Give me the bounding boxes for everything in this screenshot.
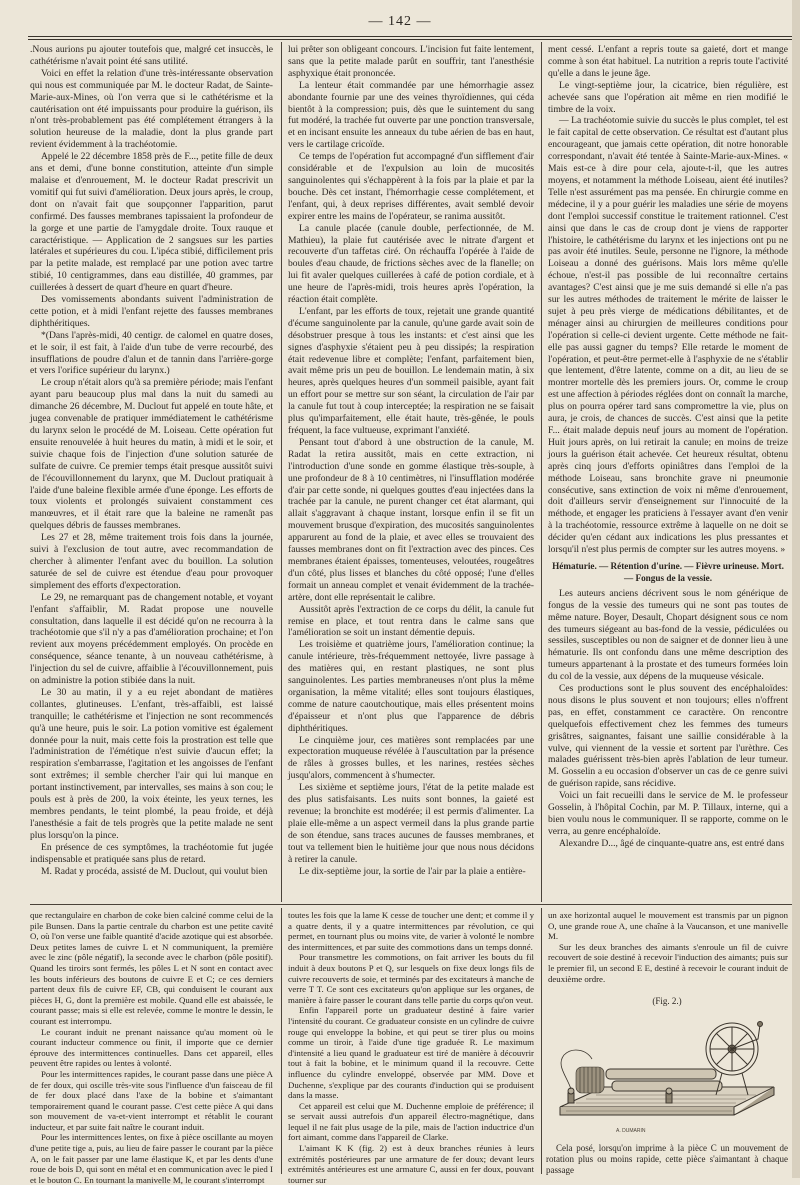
paragraph: un axe horizontal auquel le mouvement est transmis par un pignon O, une grande roue A, une chaîne à la Vaucanson, et une manivelle M. [548, 910, 788, 942]
paragraph: — La trachéotomie suivie du succès le plus complet, tel est le fait capital de cette observation. Ce résultat est d'autant plus encourageant, que jamais cette opération, dit notre honorable correspondant, n'avait été tentée à Sainte-Marie-aux-Mines. « Mais est-ce à dire pour cela, ajoute-t-il, que les autres moyens, et notamment la méthode Loiseau, aient été inutiles? Telle n'est assurément pas ma pensée. En chirurgie comme en médecine, il y a pour guérir les maladies une série de moyens dont l'emploi successif constitue le traitement rationnel. C'est ainsi que dans le cas de croup dont je viens de rapporter l'histoire, le cathétérisme du larynx et les injections ont pu ne pas avoir été inutiles. Seule, personne ne l'ignore, la méthode Loiseau a donné des guérisons. Mais lors même qu'elle échoue, n'est-il pas possible de lui reconnaître certains avantages? C'est ainsi que je me suis demandé si elle n'a pas sur les autres méthodes de traitement le mérite de laisser le sujet à peu près vierge de médications débilitantes, et de ménager ainsi au chirurgien de meilleures conditions pour l'opération si celle-ci devient urgente. Cette méthode ne fait-elle pas aussi gagner du temps? Elle retarde le moment de l'opération, et peut-être permet-elle à l'asphyxie de ne s'établir que lentement, d'être latente, comme on a dit, au lieu de se montrer mortelle dès les premiers jours. Or, comme le croup est une affection à périodes réglées dont on connaît la marche, plus on pourra opérer tard sans compromettre la vie, plus on aura, je crois, de chances de succès. C'est ainsi que la petite F... était malade depuis neuf jours au moment de l'opération. Huit jours après, on lui retirait la canule; en moins de treize jours la guérison était achevée. Cet heureux résultat, obtenu après cinq jours d'efforts opiniâtres dans l'emploi de la méthode Loiseau, sans bronchite grave ni pneumonie consécutive, sans extinction de voix ni même d'enrouement, doit d'ailleurs servir d'enseignement sur l'innocuité de la méthode, et engager les praticiens à l'essayer avant d'en venir à la trachéotomie, ressource extrême à laquelle on ne doit se décider qu'en cédant aux indications les plus pressantes et lorsqu'il n'est plus permis de compter sur les autres moyens. » [548, 115, 788, 556]
paragraph: Le vingt-septième jour, la cicatrice, bien régulière, est achevée sans que l'opération ait même en rien modifié le timbre de la voix. [548, 79, 788, 115]
paragraph: M. Radat y procéda, assisté de M. Duclout, qui voulut bien [41, 865, 268, 877]
paragraph: Ces productions sont le plus souvent des encéphaloïdes: nous disons le plus souvent et non toujours; elles n'offrent pas, en effet, constamment ce caractère. On rencontre quelquefois effectivement chez les femmes des tumeurs grisâtres, saignantes, faisant une saillie considérable à la vulve, qui viennent de la vessie et sortent par l'urèthre. Ces malades guérissent très-bien après l'ablation de leur tumeur. M. Gosselin a eu occasion d'observer un cas de ce genre suivi de guérison rapide, sans récidive. [548, 683, 788, 790]
paragraph: L'aimant K K (fig. 2) est à deux branches réunies à leurs extrémités postérieures par une armature de fer doux; devant leurs extrémités antérieures est une armature C, aussi en fer doux, pouvant tourner sur [288, 1143, 534, 1185]
paragraph: Le cinquième jour, ces matières sont remplacées par une expectoration muqueuse révélée à l'auscultation par la présence de râles à grosses bulles, et les narines, restées sèches jusqu'alors, commencent à s'humecter. [288, 734, 534, 782]
electro-magnetic-apparatus-illustration [546, 1015, 788, 1137]
paragraph: La lenteur était commandée par une hémorrhagie assez abondante fournie par une des veines thyroïdiennes, qui céda bientôt à la compression; puis, dès que le suintement du sang fut modéré, la trachée fut ouverte par une ponction transversale, et en incisant ensuite les anneaux du tube aérien de bas en haut, vers le cartilage cricoïde. [288, 79, 534, 151]
header-rule-double [28, 39, 794, 40]
paragraph: Cet appareil est celui que M. Duchenne emploie de préférence; il se servait aussi autrefois d'un appareil électro-magnétique, dans lequel il ne fait plus usage de la pile, mais de l'action inductrice d'un fort aimant, comme dans l'appareil de Clarke. [288, 1100, 534, 1143]
column-upper-right [548, 44, 788, 900]
column-upper-left [30, 44, 273, 900]
paragraph: Aussitôt après l'extraction de ce corps du délit, la canule fut remise en place, et tout rentra dans le calme sans que l'amélioration se soit un instant démentie depuis. [288, 603, 534, 639]
paragraph: Pensant tout d'abord à une obstruction de la canule, M. Radat la retira aussitôt, mais en cette extraction, ni l'introduction d'une sonde en gomme élastique très-souple, à une profondeur de 8 à 10 centimètres, ni l'insufflation modérée d'air par cette sonde, ni quelques gouttes d'eau injectées dans la trachée par la canule, ne purent changer cet état alarmant, qui allait s'aggravant à chaque instant, lorsque enfin il se fit un mouvement brusque d'expiration, des mucosités sanguinolentes apparurent au fond de la plaie, et avec elles se trouvaient des fausses membranes dont on fit l'extraction avec des pinces. Ces membranes étaient épaisses, tomenteuses, veloutées, rougeâtres d'un côté, plus lisses et blanches du côté opposé; l'une d'elles formait un anneau complet et venait évidemment de la trachée-artère, dont elle représentait le calibre. [288, 436, 534, 603]
paragraph: .Nous aurions pu ajouter toutefois que, malgré cet insuccès, le cathétérisme n'avait point été sans utilité. [30, 44, 273, 67]
paragraph: Voici un fait recueilli dans le service de M. le professeur Gosselin, à l'hôpital Cochin, par M. P. Tillaux, interne, qui a bien voulu nous le communiquer. Il se rapporte, comme on le verra, au genre encéphaloïde. [548, 790, 788, 837]
paragraph: ment cessé. L'enfant a repris toute sa gaieté, dort et mange comme à son état habituel. La nutrition a repris toute l'activité qu'elle a dans le jeune âge. [548, 44, 788, 79]
column-lower-left [30, 910, 273, 1185]
paragraph: toutes les fois que la lame K cesse de toucher une dent; et comme il y a quatre dents, il y a quatre intermittences par révolution, ce qui permet, en tournant plus ou moins vite, de varier à volonté le nombre des intermittences, et par suite des commotions dans un temps donné. [288, 910, 534, 952]
paragraph: Enfin l'appareil porte un graduateur destiné à faire varier l'intensité du courant. Ce graduateur consiste en un cylindre de cuivre rouge qui enveloppe la bobine, et qui peut se tirer plus ou moins comme un tiroir, à l'aide d'une tige graduée R. Le maximum d'intensité a lieu quand le graduateur est tiré de manière à découvrir tout à fait la bobine, et le minimum quand il la recouvre. Cette influence du cylindre enveloppé, observée par MM. Dove et Duchenne, s'explique par des courants d'induction qui se produisent dans la masse. [288, 1005, 534, 1101]
column-lower-middle [288, 910, 534, 1185]
paragraph: Voici en effet la relation d'une très-intéressante observation qui nous est communiquée par M. le docteur Radat, de Sainte-Marie-aux-Mines, où l'on verra que si le cathétérisme et la cautérisation ont été impuissants pour produire la guérison, ils n'ont très-probablement pas été complétement étrangers à la solution heureuse de la maladie, dont la plus grande part revient évidemment à la trachéotomie. [30, 67, 273, 151]
paragraph: Le 29, ne remarquant pas de changement notable, et voyant l'enfant s'affaiblir, M. Radat propose une nouvelle consultation, dans laquelle il est décidé qu'on ne recourra à la trachéotomie que s'il n'y a pas d'amélioration prochaine; et l'on revient aux moyens précédemment employés. On procède en conséquence, séance tenante, à un nouveau cathétérisme, à l'injection du sel de cuivre, affaiblie à l'écouvillonnement, puis on administre la potion stibiée dans la nuit. [30, 591, 273, 687]
column-divider [281, 908, 282, 1174]
paragraph: Le 30 au matin, il y a eu rejet abondant de matières collantes, glutineuses. L'enfant, très-affaibli, est laissé tranquille; le cathétérisme et l'injection ne sont recommencés qu'à une heure, puis le soir. La potion vomitive est également donnée pour la nuit, mais cette fois la prostration est telle que l'administration de l'émétique n'est suivie d'aucun effet; la respiration s'embarrasse, l'agitation et les angoisses de l'enfant sont extrêmes; il semble chercher l'air qui lui manque en portant instinctivement, par intervalles, ses mains à son cou; le pouls est à près de 200, la voix éteinte, les yeux ternes, les membres pendants, le teint plombé, la peau froide, et déjà l'anesthésie a fait de tels progrès que la petite malade ne sent plus lorsqu'on la pince. [30, 686, 273, 841]
paragraph: Les auteurs anciens décrivent sous le nom générique de fongus de la vessie des tumeurs qui ne sont pas toutes de même nature. Boyer, Desault, Chopart désignent sous ce nom des tumeurs siégeant au bas-fond de la vessie, pédiculées ou sessiles, susceptibles ou non de saigner et de donner lieu à une hématurie. Ils ont confondu dans une même description des tumeurs appartenant à la prostate et des tumeurs formées loin du col de la vessie, aux dépens de la muqueuse vésicale. [548, 587, 788, 683]
paragraph: Des vomissements abondants suivent l'administration de cette potion, et à midi l'enfant rejette des fausses membranes diphthéritiques. [30, 294, 273, 329]
paragraph: Alexandre D..., âgé de cinquante-quatre ans, est entré dans [559, 837, 785, 849]
header-rule [28, 36, 794, 37]
column-divider [281, 42, 282, 902]
column-lower-right [548, 910, 788, 994]
column-upper-middle [288, 44, 534, 900]
paragraph: lui prêter son obligeant concours. L'incision fut faite lentement, sans que la petite malade parût en souffrir, tant l'anesthésie asphyxique était prononcée. [288, 44, 534, 79]
page-number: — 142 — [368, 14, 432, 29]
column-divider [541, 42, 542, 902]
paragraph: Pour transmettre les commotions, on fait arriver les bouts du fil induit à deux boutons P et Q, sur lesquels on fixe deux longs fils de cuivre recouverts de soie, et terminés par des excitateurs à manche de verre T T. Ce sont ces excitateurs qu'on applique sur les organes, de manière à faire passer le courant dans telle partie du corps qu'on veut. [288, 952, 534, 1005]
figure-credit: A. DUMARIN [616, 1128, 646, 1134]
paragraph: Sur les deux branches des aimants s'enroule un fil de cuivre recouvert de soie destiné à recevoir l'induction des aimants; puis sur le premier fil, un second E E, destiné à recevoir le courant induit de deuxième ordre. [548, 941, 788, 984]
paragraph: Les sixième et septième jours, l'état de la petite malade est des plus satisfaisants. Les nuits sont bonnes, la gaieté est revenue; la bronchite est modérée; il est permis d'alimenter. La plaie elle-même a un aspect vermeil dans la plus grande partie de son étendue, sans traces aucunes de fausses membranes, et tout va tellement bien le huitième jour que nous nous décidons à retirer la canule. [288, 782, 534, 865]
paragraph: En présence de ces symptômes, la trachéotomie fut jugée indispensable et pratiquée sans plus de retard. [30, 841, 273, 865]
paragraph: Ce temps de l'opération fut accompagné d'un sifflement d'air considérable et de l'expulsion au loin de mucosités sanguinolentes qui s'échappèrent à la fois par la plaie et par la bouche. Dès cet instant, l'hémorrhagie cesse complétement, et l'enfant, qui, à deux reprises différentes, avait semblé devoir expirer entre les mains de l'opérateur, se ranima aussitôt. [288, 151, 534, 222]
paragraph: Le courant induit ne prenant naissance qu'au moment où le courant inducteur commence ou finit, il importe que ce dernier éprouve des intermittences continuelles. Dans cet appareil, elles peuvent être rapides ou lentes à volonté. [30, 1026, 273, 1069]
page-edge [792, 0, 800, 1178]
paragraph: Pour les intermittences rapides, le courant passe dans une pièce A de fer doux, qui oscille très-vite sous l'influence d'un faisceau de fil de fer doux placé dans l'axe de la bobine et s'aimantant temporairement quand le courant passe. C'est cette pièce A qui dans son mouvement de va-et-vient interrompt et rétablit le courant inducteur, et par suite fait naître le courant induit. [30, 1068, 273, 1132]
figure-label: (Fig. 2.) [652, 996, 682, 1006]
paragraph: que rectangulaire en charbon de coke bien calciné comme celui de la pile Bunsen. Dans la partie centrale du charbon est une petite cavité O, où l'on verse une faible quantité d'acide azotique qui est absorbée. Deux petites lames de cuivre L et N communiquent, la première avec le zinc (pôle négatif), la seconde avec le charbon (pôle positif). Quand les tiroirs sont fermés, les pôles L et N sont en contact avec les bouts inférieurs des boutons de cuivre E et C; ce ces derniers partent deux fils de cuivre EF, CB, qui conduisent le courant aux pièces H, G, dont la première est mobile. Quand elle est abaissée, le courant passe; mais si elle est relevée, comme le montre le dessin, le courant est interrompu. [30, 910, 273, 1026]
section-heading: Hématurie. — Rétention d'urine. — Fièvre urineuse. Mort. — Fongus de la vessie. [552, 560, 784, 583]
paragraph: Le dix-septième jour, la sortie de l'air par la plaie a entière- [299, 865, 526, 877]
paragraph: L'enfant, par les efforts de toux, rejetait une grande quantité d'écume sanguinolente par la canule, qu'une garde avait soin de désobstruer presque à tous les instants: et c'est ainsi que les signes d'asphyxie s'étaient peu à peu dissipés; la respiration était redevenue libre et complète; l'enfant, parfaitement bien, avait même pris un peu de bouillon. Le lendemain matin, à six heures, après quelques heures d'un sommeil paisible, ayant fait un effort pour se mettre sur son séant, la circulation de l'air par la canule fut tout à coup interceptée; la respiration ne se faisait plus qu'imparfaitement, elle était haute, très-gênée, le pouls fréquent, la face vultueuse, exprimant l'anxiété. [288, 305, 534, 436]
section-rule [30, 904, 792, 905]
paragraph: *(Dans l'après-midi, 40 centigr. de calomel en quatre doses, et le soir, il est fait, à l'aide d'un tube de verre recourbé, des insufflations de poudre d'alun et de tannin dans l'arrière-gorge et vers l'orifice supérieur du larynx.) [30, 329, 273, 377]
paragraph: Appelé le 22 décembre 1858 près de F..., petite fille de deux ans et demi, d'une bonne constitution, atteinte d'un simple malaise et d'enrouement, M. le docteur Radat prescrivit un vomitif qui fut suivi d'amélioration. Deux jours après, le croup, dont on n'avait fait que soupçonner l'apparition, parut confirmé. Des fausses membranes tapissaient la profondeur de la gorge et une partie de l'amygdale droite. Toux rauque et caractéristique. — Application de 2 sangsues sur les parties latérales et supérieures du cou. L'ipéca stibié, difficilement pris par la petite malade, est remplacé par une potion avec tartre stibié, 10 centigrammes, dans eau distillée, 40 grammes, par cuillerées à dessert de quart d'heure en quart d'heure. [30, 151, 273, 294]
paragraph: La canule placée (canule double, perfectionnée, de M. Mathieu), la plaie fut cautérisée avec le nitrate d'argent et recouverte d'un taffetas ciré. On réchauffa l'opérée à l'aide de boules d'eau chaude, de frictions sèches avec de la flanelle; on lui fit avaler quelques cuillerées à café de potion cordiale, et à une heure de l'après-midi, trois heures après l'opération, la réaction était complète. [288, 222, 534, 306]
column-divider [541, 908, 542, 1174]
figure-caption: Cela posé, lorsqu'on imprime à la pièce C un mouvement de rotation plus ou moins rapide, cette pièce s'aimantant à chaque passage [546, 1143, 788, 1175]
paragraph: Pour les intermittences lentes, on fixe à pièce oscillante au moyen d'une petite tige a, puis, au lieu de faire passer le courant par la pièce A, on le fait passer par une lame élastique K, et par les dents d'une roue de bois D, qui sont en métal et en communication avec le pied I et le bouton C. En tournant la manivelle M, le courant s'interrompt [30, 1132, 273, 1185]
paragraph: Les troisième et quatrième jours, l'amélioration continue; la canule intérieure, très-fréquemment nettoyée, livre passage à des matières qui, en restant plastiques, ne sont plus sanguinolentes. Les parties membraneuses n'ont plus la même organisation, la même vitalité; elles sont toujours élastiques, comme de nature caoutchoutique, mais elles présentent moins d'épaisseur et n'ont plus que l'apparence de débris diphthéritiques. [288, 639, 534, 734]
paragraph: Le croup n'était alors qu'à sa première période; mais l'enfant ayant paru beaucoup plus mal dans la nuit du samedi au dimanche 26 décembre, M. Duclout fut appelé en toute hâte, et jugea convenable de pratiquer immédiatement le cathétérisme du larynx selon le procédé de M. Loiseau. Cette opération fut ensuite renouvelée à huit heures du matin, à midi et le soir, et suivie chaque fois de l'injection d'une solution saturée de sulfate de cuivre. Ce premier temps était presque aussitôt suivi de l'écouvillonnement du larynx, que M. Duclout pratiquait à l'aide d'une baleine flexible armée d'une éponge. Les efforts de toux violents et prolongés suivaient constamment ces manœuvres, et il était rare que la baleine ne ramenât pas quelques débris de fausses membranes. [30, 377, 273, 532]
paragraph: Les 27 et 28, même traitement trois fois dans la journée, suivi à l'exclusion de tout autre, avec recommandation de chercher à alimenter l'enfant avec du bouillon. La solution saturée de sel de cuivre est étendue d'eau pour provoquer simplement des efforts d'expectoration. [30, 532, 273, 591]
